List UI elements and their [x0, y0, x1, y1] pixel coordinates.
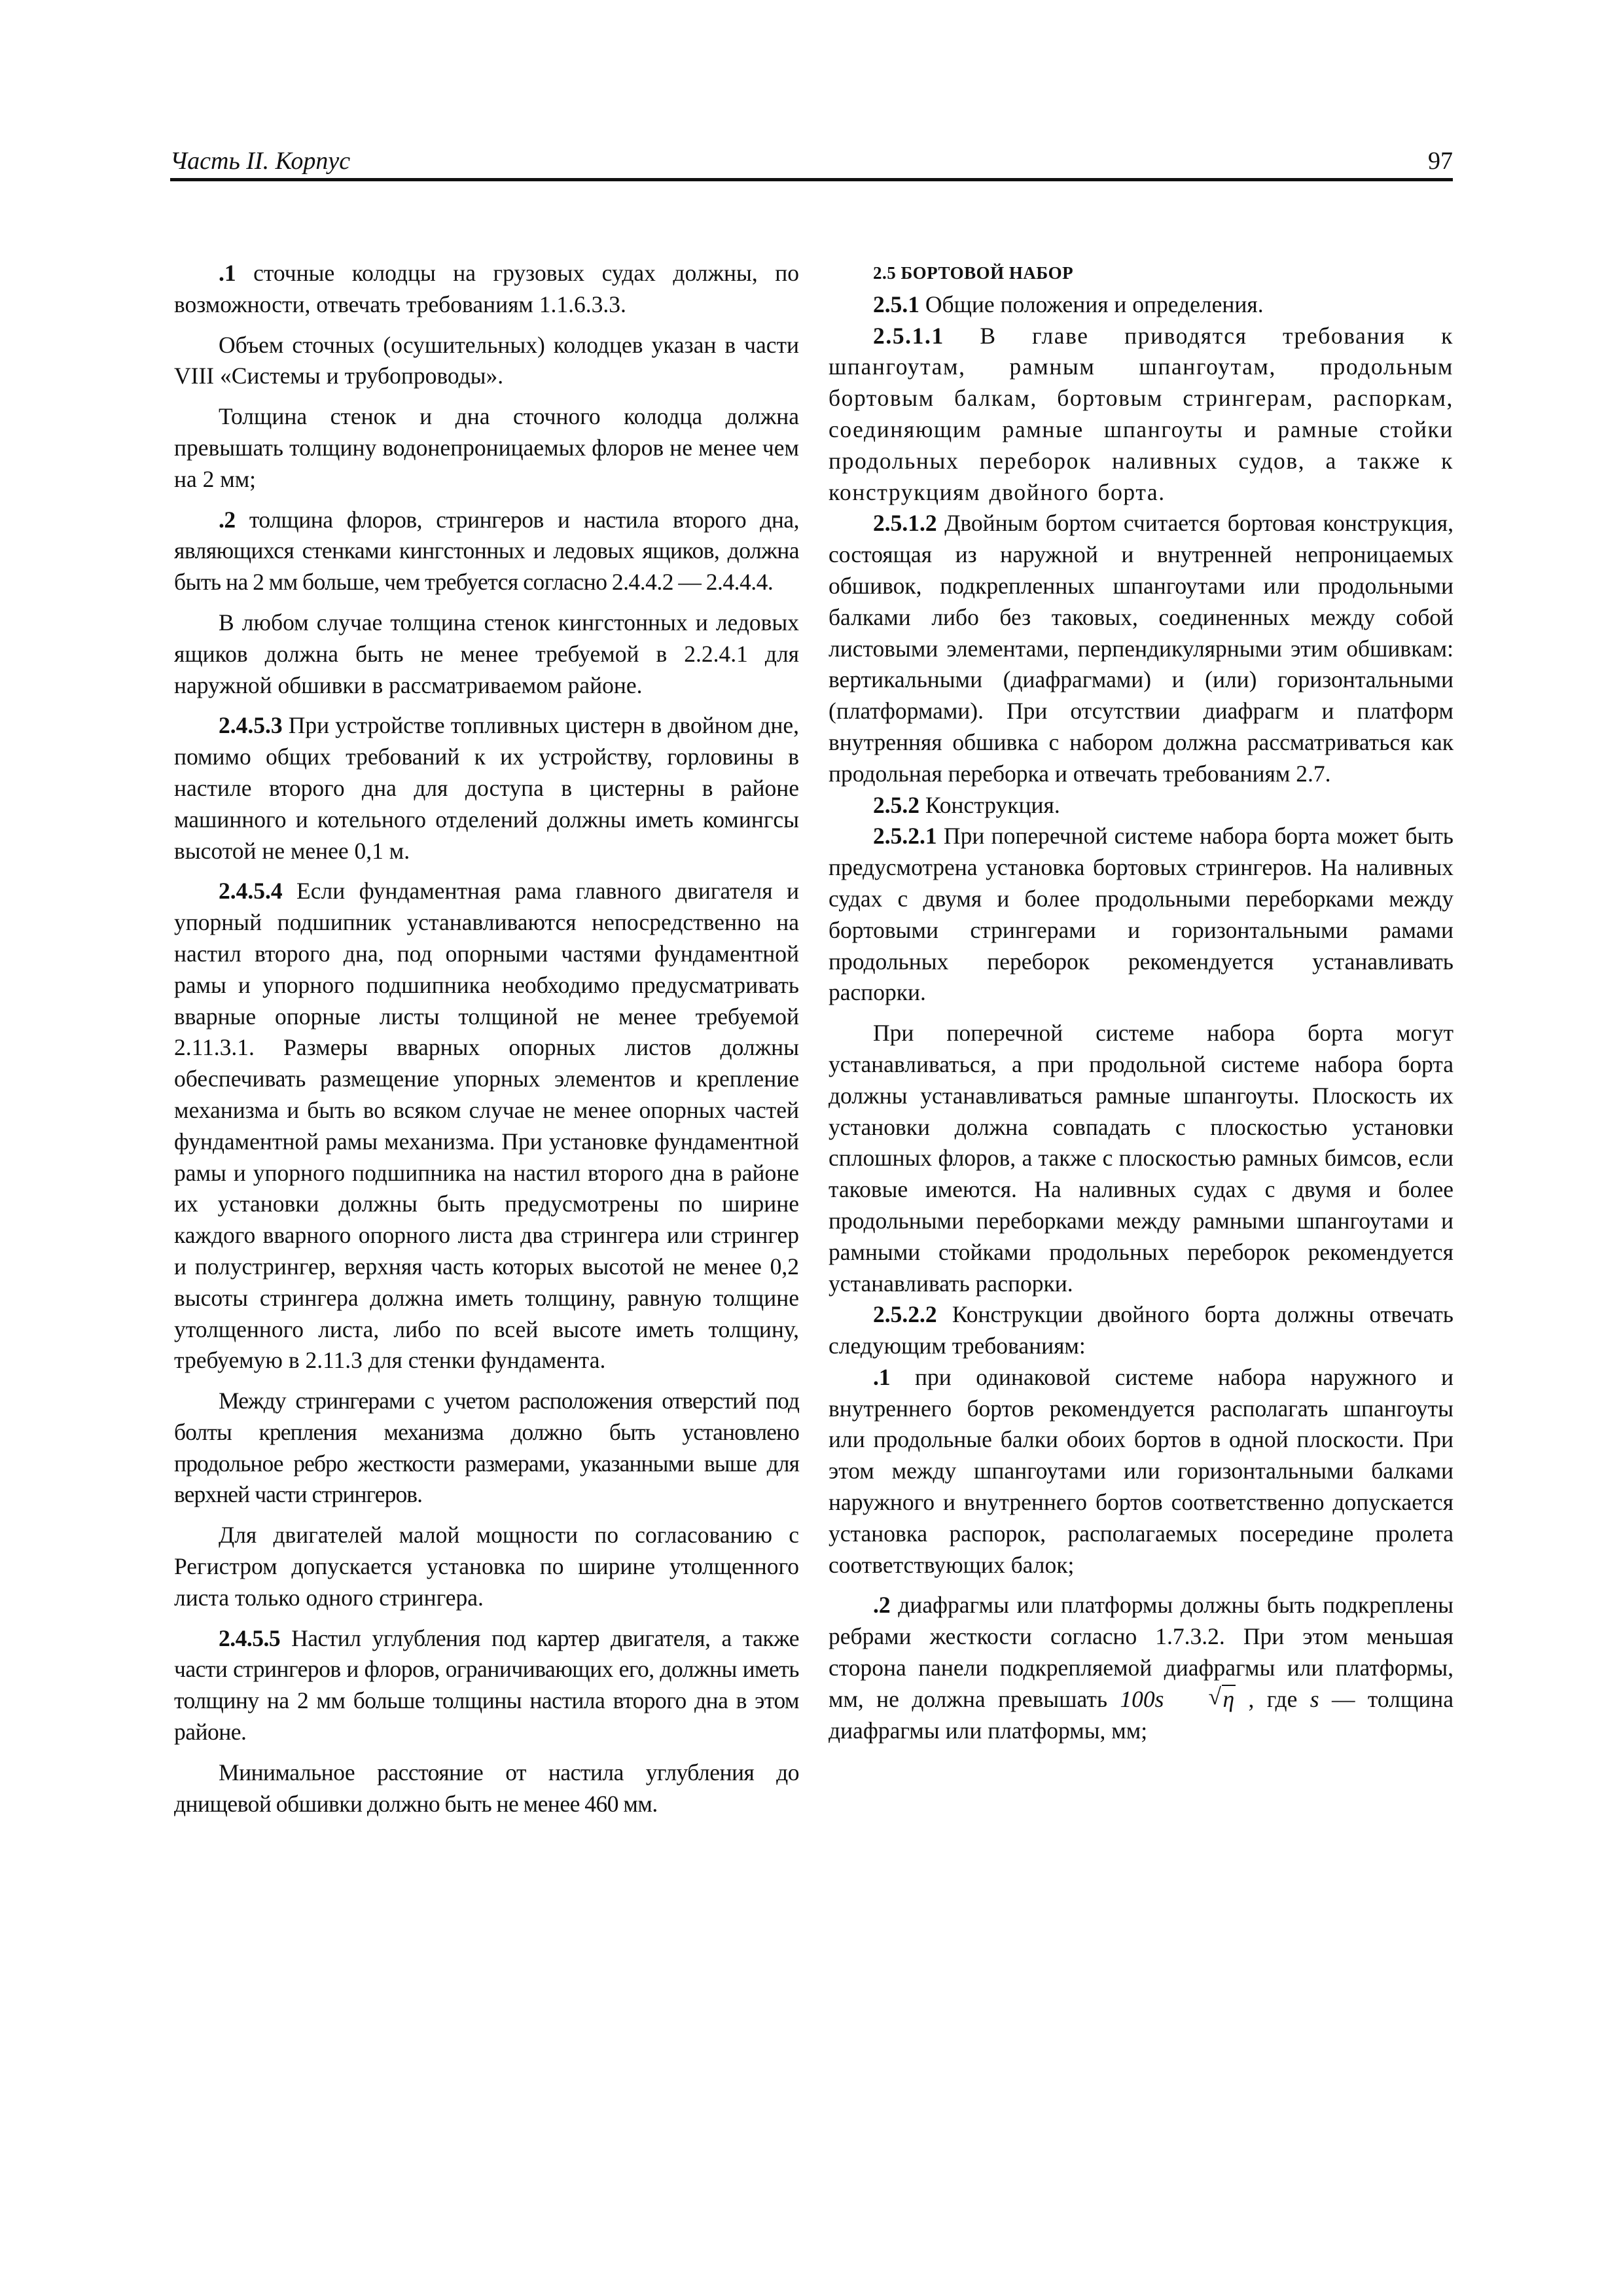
paragraph: Минимальное расстояние от настила углубления до днищевой обшивки должно быть не менее 460 мм. — [174, 1759, 799, 1817]
paragraph: .2 толщина флоров, стрингеров и настила второго дна, являющихся стенками кингстонных и ледовых ящиков, должна быть на 2 мм больше, чем требуется согласно 2.4.4.2 — 2.4.4.4. — [174, 506, 799, 596]
page-number: 97 — [1428, 147, 1453, 175]
paragraph: 2.5.2.2 Конструкции двойного борта должны отвечать следующим требованиям: — [829, 1301, 1454, 1359]
paragraph: 2.5.1 Общие положения и определения. — [873, 291, 1264, 317]
paragraph: 2.4.5.4 Если фундаментная рама главного двигателя и упорный подшипник устанавливаются непосредственно на настил второго дна, под опорными частями фундаментной рамы и упорного подшипника необходимо предусматривать вварные опорные листы толщиной не менее требуемой 2.11.3.1. Размеры вварных опорных листов должны обеспечивать размещение упорных элементов и крепление механизма и быть во всяком случае не менее опорных частей фундаментной рамы механизма. При установке фундаментной рамы и упорного подшипника на настил второго дна в районе их установки должны быть предусмотрены по ширине каждого вварного опорного листа два стрингера или стрингер и полустрингер, верхняя часть которых высотой не менее 0,2 высоты стрингера должна иметь толщину, равную толщине утолщенного листа, либо по всей высоте иметь толщину, требуемую в 2.11.3 для стенки фундамента. — [174, 878, 799, 1374]
paragraph: 2.4.5.3 При устройстве топливных цистерн в двойном дне, помимо общих требований к их устройству, горловины в настиле второго дна для доступа в цистерны в районе машинного и котельного отделений должны иметь комингсы высотой не менее 0,1 м. — [174, 712, 799, 864]
paragraph: При поперечной системе набора борта могут устанавливаться, а при продольной системе набора борта должны устанавливаться рамные шпангоуты. Плоскость их установки должна совпадать с плоскостью установки сплошных флоров, а также с плоскостью рамных бимсов, если таковые имеются. На наливных судах с двумя и более продольными переборками между рамными шпангоутами и рамными стойками продольных переборок рекомендуется устанавливать распорки. — [829, 1020, 1454, 1297]
paragraph: .2 диафрагмы или платформы должны быть подкреплены ребрами жесткости согласно 1.7.3.2. При этом меньшая сторона панели подкрепляемой диафрагмы или платформы, мм, не должна превышать 100s √ η , где s — толщина диафрагмы или платформы, мм; — [829, 1592, 1454, 1744]
paragraph: 2.5.1.1 В главе приводятся требования к шпангоутам, рамным шпангоутам, продольным бортовым балкам, бортовым стрингерам, распоркам, соединяющим рамные шпангоуты и рамные стойки продольных переборок наливных судов, а также к конструкциям двойного борта. — [829, 322, 1454, 505]
square-root: √ η — [1208, 1683, 1235, 1712]
paragraph: 2.5.2 Конструкция. — [873, 791, 1060, 818]
paragraph: Между стрингерами с учетом расположения отверстий под болты крепления механизма должно быть установлено продольное ребро жесткости размерами, указанными выше для верхней части стрингеров. — [174, 1388, 799, 1508]
right-column — [829, 258, 1454, 1746]
part-title: Часть II. Корпус — [170, 147, 351, 175]
section-title: 2.5 БОРТОВОЙ НАБОР — [873, 263, 1074, 283]
paragraph: 2.5.1.2 Двойным бортом считается бортовая конструкция, состоящая из наружной и внутренней непроницаемых обшивок, подкрепленных шпангоутами или продольными балками либо без таковых, соединенных между собой листовыми элементами, перпендикулярными этим обшивкам: вертикальными (диафрагмами) и (или) горизонтальными (платформами). При отсутствии диафрагм и платформ внутренняя обшивка с набором должна рассматриваться как продольная переборка и отвечать требованиям 2.7. — [829, 510, 1454, 787]
paragraph: Для двигателей малой мощности по согласованию с Регистром допускается установка по ширине утолщенного листа только одного стрингера. — [174, 1522, 799, 1611]
paragraph: Толщина стенок и дна сточного колодца должна превышать толщину водонепроницаемых флоров не менее чем на 2 мм; — [174, 403, 799, 492]
left-column — [174, 258, 799, 1820]
paragraph: Объем сточных (осушительных) колодцев указан в части VIII «Системы и трубопроводы». — [174, 331, 799, 389]
paragraph: .1 сточные колодцы на грузовых судах должны, по возможности, отвечать требованиям 1.1.6.3.3. — [174, 260, 799, 317]
formula: 100s √ η — [1120, 1686, 1236, 1712]
paragraph: 2.4.5.5 Настил углубления под картер двигателя, а также части стрингеров и флоров, ограничивающих его, должны иметь толщину на 2 мм больше толщины настила второго дна в этом районе. — [174, 1624, 799, 1746]
paragraph: В любом случае толщина стенок кингстонных и ледовых ящиков должна быть не менее требуемой в 2.2.4.1 для наружной обшивки в рассматриваемом районе. — [174, 609, 799, 698]
running-header — [170, 143, 1453, 181]
paragraph: 2.5.2.1 При поперечной системе набора борта может быть предусмотрена установка бортовых стрингеров. На наливных судах с двумя и более продольными переборками между бортовыми стрингерами и горизонтальными рамами продольных переборок рекомендуется устанавливать распорки. — [829, 823, 1454, 1006]
paragraph: .1 при одинаковой системе набора наружного и внутреннего бортов рекомендуется располагать шпангоуты или продольные балки обоих бортов в одной плоскости. При этом между шпангоутами или горизонтальными балками наружного и внутреннего бортов соответственно допускается установка распорок, располагаемых посередине пролета соответствующих балок; — [829, 1363, 1454, 1578]
